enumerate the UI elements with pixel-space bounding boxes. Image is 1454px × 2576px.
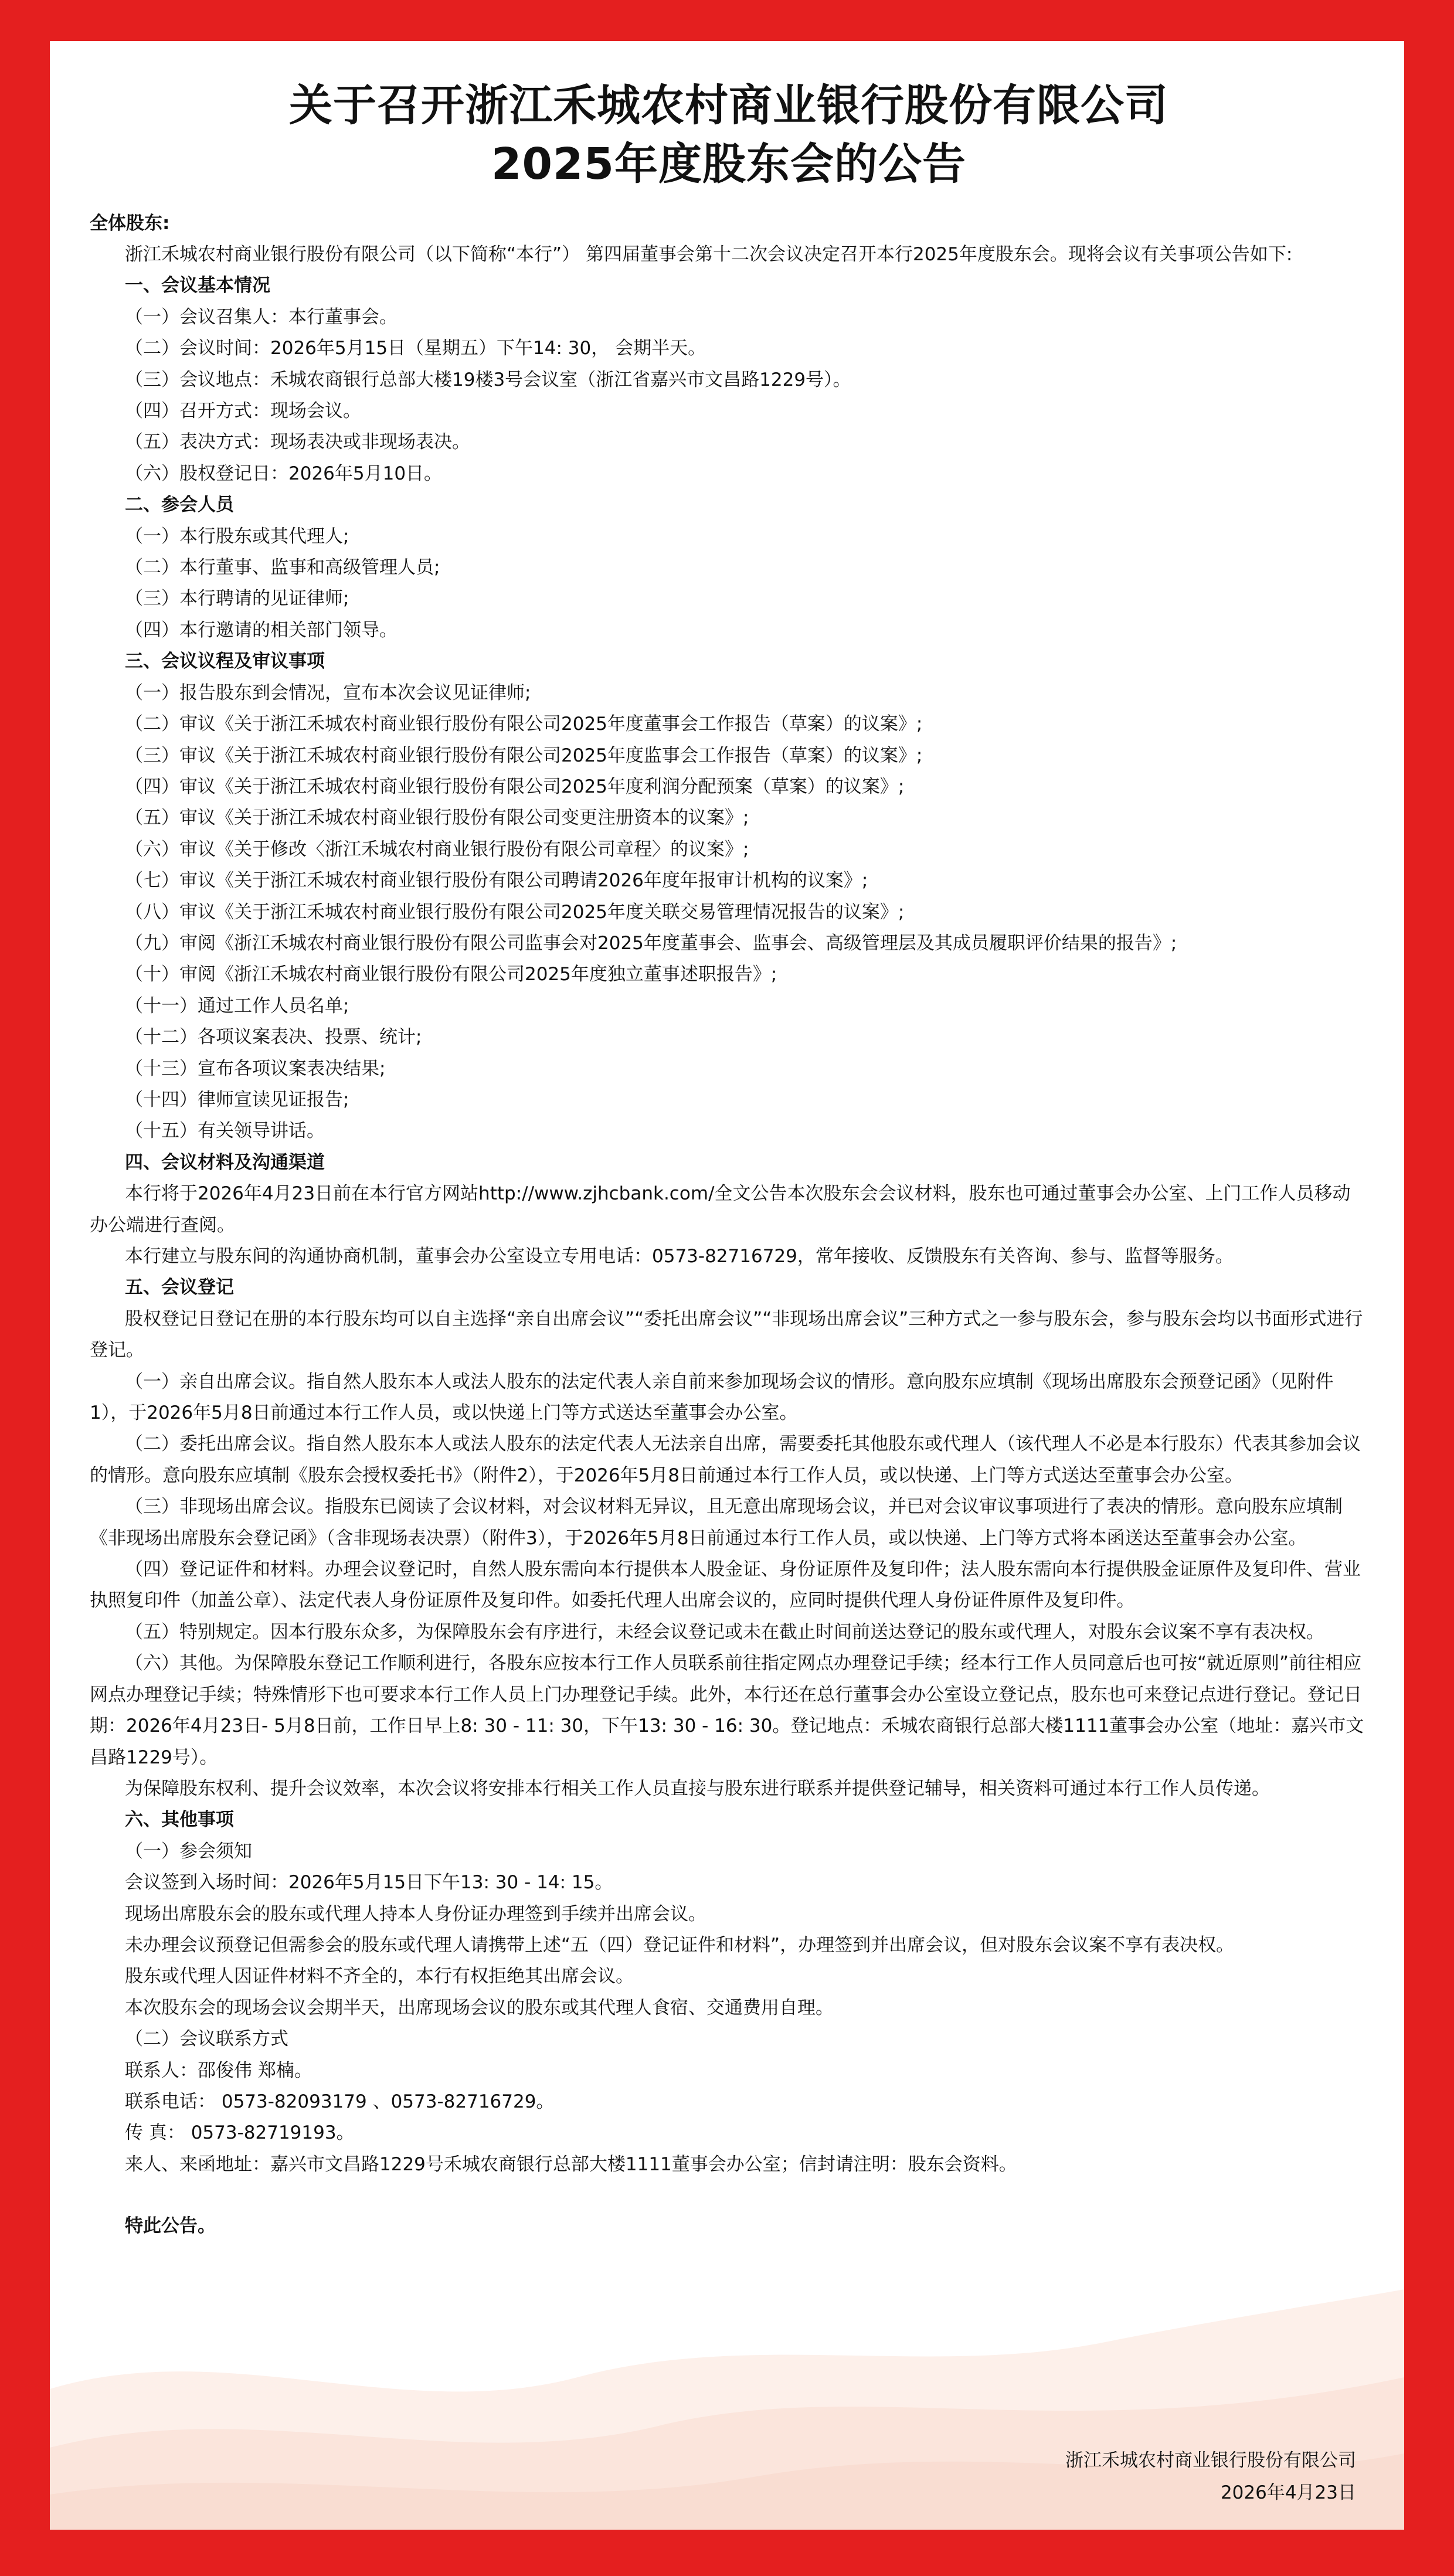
sec3-item: （一）报告股东到会情况，宣布本次会议见证律师; <box>125 682 531 704</box>
intro-paragraph: 浙江禾城农村商业银行股份有限公司（以下简称“本行”） 第四届董事会第十二次会议决定召开本行2025年度股东会。现将会议有关事项公告如下: <box>125 244 1293 265</box>
sec3-item: （三）审议《关于浙江禾城农村商业银行股份有限公司2025年度监事会工作报告（草案）的议案》; <box>125 745 923 766</box>
sec1-item: （五）表决方式：现场表决或非现场表决。 <box>125 431 470 453</box>
sec6-line: 股东或代理人因证件材料不齐全的，本行有权拒绝其出席会议。 <box>125 1966 634 1987</box>
sec1-item: （四）召开方式：现场会议。 <box>125 400 361 422</box>
sec5-paragraph: （一）亲自出席会议。指自然人股东本人或法人股东的法定代表人亲自前来参加现场会议的情形。意向股东应填制《现场出席股东会预登记函》（见附件1），于2026年5月8日前通过本行工作人员，或以快递上门等方式送达至董事会办公室。 <box>90 1371 1334 1424</box>
title-line-1: 关于召开浙江禾城农村商业银行股份有限公司 <box>289 80 1168 131</box>
sec4-paragraph: 本行建立与股东间的沟通协商机制，董事会办公室设立专用电话：0573-82716729，常年接收、反馈股东有关咨询、参与、监督等服务。 <box>125 1246 1234 1267</box>
spacer <box>90 2180 1368 2211</box>
sec6-line: 现场出席股东会的股东或代理人持本人身份证办理签到手续并出席会议。 <box>125 1903 706 1925</box>
sec3-item: （十三）宣布各项议案表决结果; <box>125 1058 386 1079</box>
section-1-heading: 一、会议基本情况 <box>125 275 270 297</box>
sec3-item: （十四）律师宣读见证报告; <box>125 1089 349 1110</box>
salutation: 全体股东: <box>90 213 170 234</box>
sec3-item: （十一）通过工作人员名单; <box>125 995 349 1017</box>
contact-phone: 联系电话： 0573-82093179 、0573-82716729。 <box>125 2091 555 2112</box>
sec3-item: （二）审议《关于浙江禾城农村商业银行股份有限公司2025年度董事会工作报告（草案）的议案》; <box>125 713 923 735</box>
sec1-item: （六）股权登记日：2026年5月10日。 <box>125 463 443 484</box>
section-2-heading: 二、参会人员 <box>125 494 234 516</box>
sec3-item: （十二）各项议案表决、投票、统计; <box>125 1027 422 1048</box>
sec2-item: （三）本行聘请的见证律师; <box>125 588 349 610</box>
sec1-item: （二）会议时间：2026年5月15日（星期五）下午14: 30， 会期半天。 <box>125 338 706 359</box>
section-6-heading: 六、其他事项 <box>125 1809 234 1831</box>
sec3-item: （六）审议《关于修改〈浙江禾城农村商业银行股份有限公司章程〉的议案》; <box>125 838 749 860</box>
sec5-paragraph: 为保障股东权利、提升会议效率，本次会议将安排本行相关工作人员直接与股东进行联系并提供登记辅导，相关资料可通过本行工作人员传递。 <box>125 1778 1270 1799</box>
contact-person: 联系人：邵俊伟 郑楠。 <box>125 2060 312 2081</box>
sec3-item: （九）审阅《浙江禾城农村商业银行股份有限公司监事会对2025年度董事会、监事会、高级管理层及其成员履职评价结果的报告》; <box>125 932 1177 954</box>
notice-body <box>90 76 1368 2242</box>
sec1-item: （三）会议地点：禾城农商银行总部大楼19楼3号会议室（浙江省嘉兴市文昌路1229号）。 <box>125 369 851 390</box>
sec3-item: （十五）有关领导讲话。 <box>125 1120 325 1142</box>
closing-statement: 特此公告。 <box>125 2215 216 2237</box>
contact-address: 来人、来函地址：嘉兴市文昌路1229号禾城农商银行总部大楼1111董事会办公室；信封请注明：股东会资料。 <box>125 2153 1017 2175</box>
sec5-paragraph: （五）特别规定。因本行股东众多，为保障股东会有序进行，未经会议登记或未在截止时间前送达登记的股东或代理人，对股东会议案不享有表决权。 <box>125 1621 1324 1643</box>
sec6-line: 本次股东会的现场会议会期半天，出席现场会议的股东或其代理人食宿、交通费用自理。 <box>125 1997 834 2018</box>
signature-block <box>1065 2445 1356 2509</box>
signature-org: 浙江禾城农村商业银行股份有限公司 <box>1065 2450 1356 2471</box>
sec5-paragraph: （三）非现场出席会议。指股东已阅读了会议材料，对会议材料无异议，且无意出席现场会议，并已对会议审议事项进行了表决的情形。意向股东应填制《非现场出席股东会登记函》（含非现场表决票）（附件3），于2026年5月8日前通过本行工作人员，或以快递、上门等方式将本函送达至董事会办公室。 <box>90 1496 1343 1549</box>
sec2-item: （一）本行股东或其代理人; <box>125 525 349 547</box>
notice-panel <box>50 41 1404 2530</box>
section-3-heading: 三、会议议程及审议事项 <box>125 651 325 672</box>
sec6-subheading: （一）参会须知 <box>125 1840 252 1862</box>
sec3-item: （四）审议《关于浙江禾城农村商业银行股份有限公司2025年度利润分配预案（草案）的议案》; <box>125 776 905 797</box>
sec3-item: （八）审议《关于浙江禾城农村商业银行股份有限公司2025年度关联交易管理情况报告的议案》; <box>125 901 905 923</box>
section-4-heading: 四、会议材料及沟通渠道 <box>125 1151 325 1173</box>
sec2-item: （四）本行邀请的相关部门领导。 <box>125 619 398 641</box>
sec5-paragraph: 股权登记日登记在册的本行股东均可以自主选择“亲自出席会议”“委托出席会议”“非现场出席会议”三种方式之一参与股东会，参与股东会均以书面形式进行登记。 <box>90 1308 1363 1361</box>
sec1-item: （一）会议召集人：本行董事会。 <box>125 306 398 328</box>
sec6-subheading: （二）会议联系方式 <box>125 2028 288 2050</box>
sec5-paragraph: （二）委托出席会议。指自然人股东本人或法人股东的法定代表人无法亲自出席，需要委托其他股东或代理人（该代理人不必是本行股东）代表其参加会议的情形。意向股东应填制《股东会授权委托书》（附件2），于2026年5月8日前通过本行工作人员，或以快递、上门等方式送达至董事会办公室。 <box>90 1433 1361 1486</box>
sec3-item: （七）审议《关于浙江禾城农村商业银行股份有限公司聘请2026年度年报审计机构的议案》; <box>125 870 868 892</box>
signature-date: 2026年4月23日 <box>1220 2482 1356 2503</box>
sec4-paragraph: 本行将于2026年4月23日前在本行官方网站http://www.zjhcbank.com/全文公告本次股东会会议材料，股东也可通过董事会办公室、上门工作人员移动办公端进行查阅。 <box>90 1183 1351 1236</box>
sec2-item: （二）本行董事、监事和高级管理人员; <box>125 557 440 579</box>
sec3-item: （五）审议《关于浙江禾城农村商业银行股份有限公司变更注册资本的议案》; <box>125 807 749 829</box>
contact-fax: 传 真： 0573-82719193。 <box>125 2122 355 2144</box>
sec5-paragraph: （六）其他。为保障股东登记工作顺利进行，各股东应按本行工作人员联系前往指定网点办理登记手续；经本行工作人员同意后也可按“就近原则”前往相应网点办理登记手续；特殊情形下也可要求本行工作人员上门办理登记手续。此外，本行还在总行董事会办公室设立登记点，股东也可来登记点进行登记。登记日期：2026年4月23日- 5月8日前，工作日早上8: 30 - 11: 30，下午13: 30 - 16: 30。登记地点：禾城农商银行总部大楼1111董事会办公室（地址：嘉兴市文昌路1229号）。 <box>90 1653 1364 1768</box>
sec5-paragraph: （四）登记证件和材料。办理会议登记时，自然人股东需向本行提供本人股金证、身份证原件及复印件；法人股东需向本行提供股金证原件及复印件、营业执照复印件（加盖公章）、法定代表人身份证原件及复印件。如委托代理人出席会议的，应同时提供代理人身份证件原件及复印件。 <box>90 1559 1361 1612</box>
title-line-2: 2025年度股东会的公告 <box>491 139 966 189</box>
section-5-heading: 五、会议登记 <box>125 1277 234 1299</box>
sec3-item: （十）审阅《浙江禾城农村商业银行股份有限公司2025年度独立董事述职报告》; <box>125 964 777 985</box>
sec6-line: 未办理会议预登记但需参会的股东或代理人请携带上述“五（四）登记证件和材料”，办理签到并出席会议，但对股东会议案不享有表决权。 <box>125 1934 1235 1956</box>
sec6-line: 会议签到入场时间：2026年5月15日下午13: 30 - 14: 15。 <box>125 1872 613 1894</box>
